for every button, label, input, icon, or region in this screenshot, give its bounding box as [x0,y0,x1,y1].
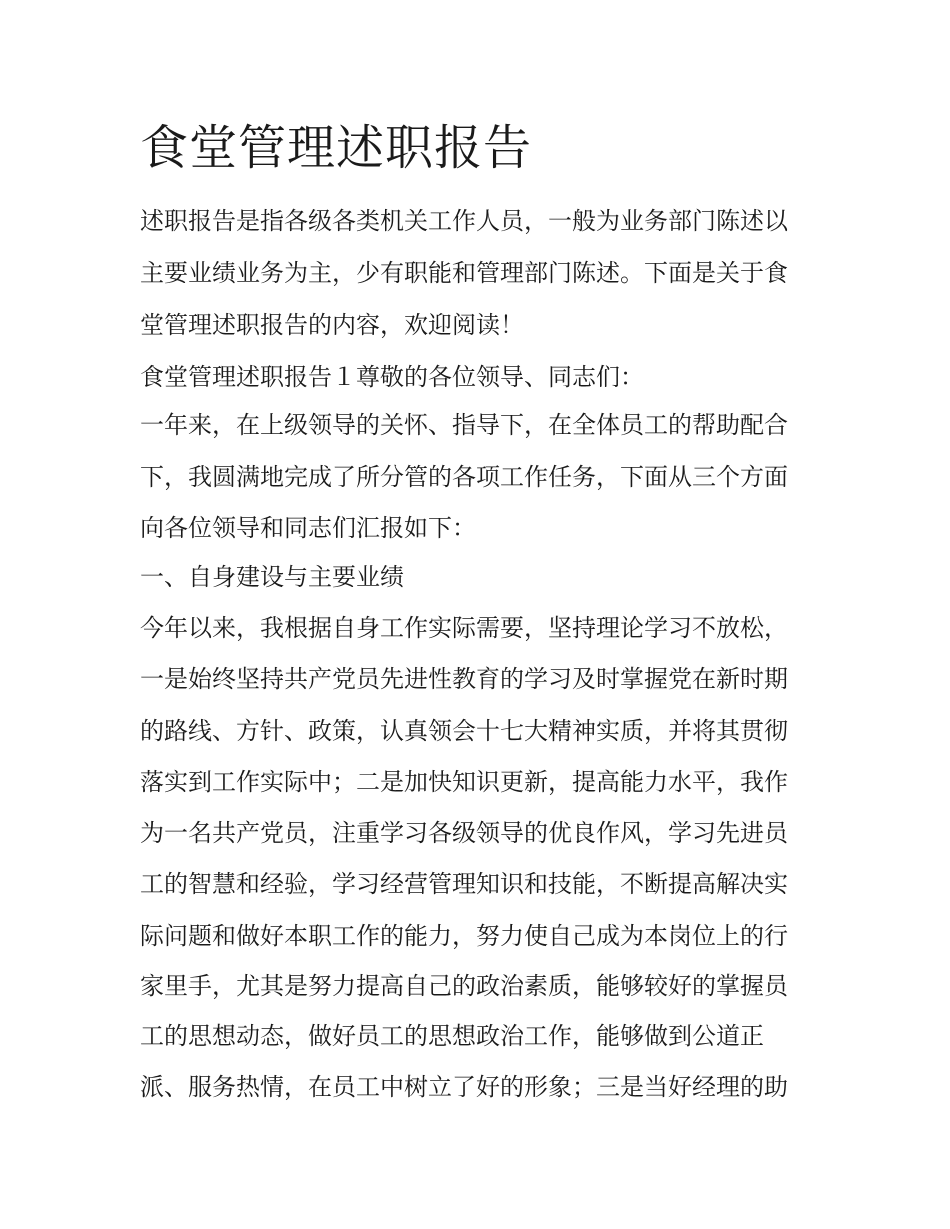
body-line: 一年来，在上级领导的关怀、指导下，在全体员工的帮助配合 [140,411,788,439]
body-line: 为一名共产党员，注重学习各级领导的优良作风，学习先进员 [140,819,788,847]
body-line: 今年以来，我根据自身工作实际需要，坚持理论学习不放松， [140,614,788,642]
body-line: 落实到工作实际中；二是加快知识更新，提高能力水平，我作 [140,768,788,796]
section-heading: 一、自身建设与主要业绩 [140,563,404,591]
body-line: 派、服务热情，在员工中树立了好的形象；三是当好经理的助 [140,1073,788,1101]
body-line: 主要业绩业务为主，少有职能和管理部门陈述。下面是关于食 [140,259,788,287]
body-line: 工的思想动态，做好员工的思想政治工作，能够做到公道正 [140,1022,764,1050]
body-line: 工的智慧和经验，学习经营管理知识和技能，不断提高解决实 [140,870,788,898]
body-line: 一是始终坚持共产党员先进性教育的学习及时掌握党在新时期 [140,665,788,693]
body-line: 家里手，尤其是努力提高自己的政治素质，能够较好的掌握员 [140,972,788,1000]
body-line: 际问题和做好本职工作的能力，努力使自己成为本岗位上的行 [140,922,788,950]
body-line: 向各位领导和同志们汇报如下： [140,514,476,542]
body-line: 述职报告是指各级各类机关工作人员，一般为业务部门陈述以 [140,207,788,235]
body-line: 堂管理述职报告的内容，欢迎阅读！ [140,311,524,339]
document-title: 食堂管理述职报告 [140,120,533,176]
body-line: 食堂管理述职报告１尊敬的各位领导、同志们： [140,363,644,391]
body-line: 下，我圆满地完成了所分管的各项工作任务，下面从三个方面 [140,463,788,491]
body-line: 的路线、方针、政策，认真领会十七大精神实质，并将其贯彻 [140,717,788,745]
